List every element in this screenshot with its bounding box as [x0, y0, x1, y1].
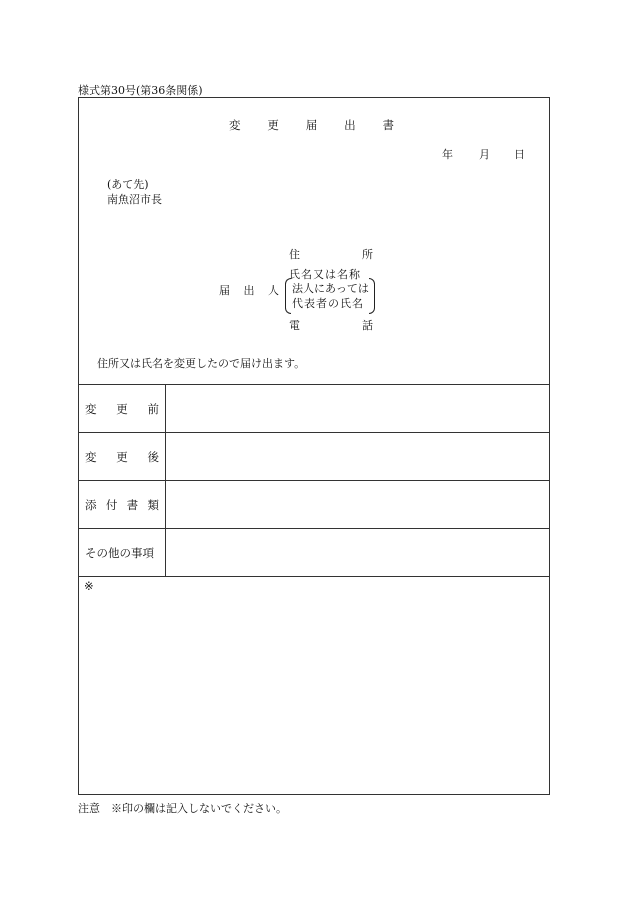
notification-form	[78, 97, 550, 795]
left-brace	[285, 278, 291, 314]
form-number: 様式第30号(第36条関係)	[78, 84, 203, 97]
phone-label-char: 電	[289, 319, 300, 332]
form-title	[229, 117, 394, 133]
addressee-name: 南魚沼市長	[107, 193, 162, 206]
addressee-label: (あて先)	[107, 178, 149, 191]
address-label	[289, 246, 373, 262]
row-label-char: 添	[85, 498, 97, 512]
row-label-char: 変	[85, 450, 97, 464]
attachments-field[interactable]	[166, 481, 549, 528]
date-year-label: 年	[442, 148, 453, 161]
row-label-before	[85, 401, 159, 417]
after-change-field[interactable]	[166, 433, 549, 480]
row-label-char: 書	[126, 498, 139, 512]
title-char: 変	[229, 118, 241, 132]
statement-text: 住所又は氏名を変更したので届け出ます。	[97, 357, 306, 370]
row-label-char: 更	[116, 402, 128, 416]
phone-label-char: 話	[362, 319, 373, 332]
applicant-label-char: 届	[219, 284, 230, 297]
row-label-attachments	[85, 497, 159, 513]
corporate-note-line1: 法人にあっては	[292, 282, 369, 295]
row-label-char: 前	[147, 402, 159, 416]
applicant-label-char: 出	[243, 284, 255, 297]
row-label-char: 類	[147, 498, 159, 512]
row-label-char: 変	[85, 402, 97, 416]
other-matters-field[interactable]	[166, 529, 549, 576]
row-label-char: 後	[147, 450, 159, 464]
applicant-label	[219, 282, 279, 298]
applicant-label-char: 人	[268, 284, 279, 297]
before-change-field[interactable]	[166, 385, 549, 432]
row-label-char: 付	[105, 498, 118, 512]
address-label-char: 所	[362, 248, 373, 261]
title-char: 出	[344, 118, 356, 132]
corporate-note-line2: 代表者の氏名	[292, 297, 364, 310]
address-label-char: 住	[289, 248, 300, 261]
name-label: 氏名又は名称	[289, 268, 361, 281]
right-brace	[369, 278, 375, 314]
row-label-after	[85, 449, 159, 465]
divider	[79, 576, 549, 577]
date-day-label: 日	[514, 148, 525, 161]
row-label-char: 更	[116, 450, 128, 464]
row-label-other: その他の事項	[85, 546, 154, 560]
title-char: 更	[267, 118, 279, 132]
title-char: 届	[305, 118, 318, 132]
footnote: 注意 ※印の欄は記入しないでください。	[78, 802, 287, 815]
title-char: 書	[382, 118, 394, 132]
phone-label	[289, 317, 373, 333]
office-use-mark: ※	[84, 579, 94, 593]
date-month-label: 月	[479, 148, 490, 161]
